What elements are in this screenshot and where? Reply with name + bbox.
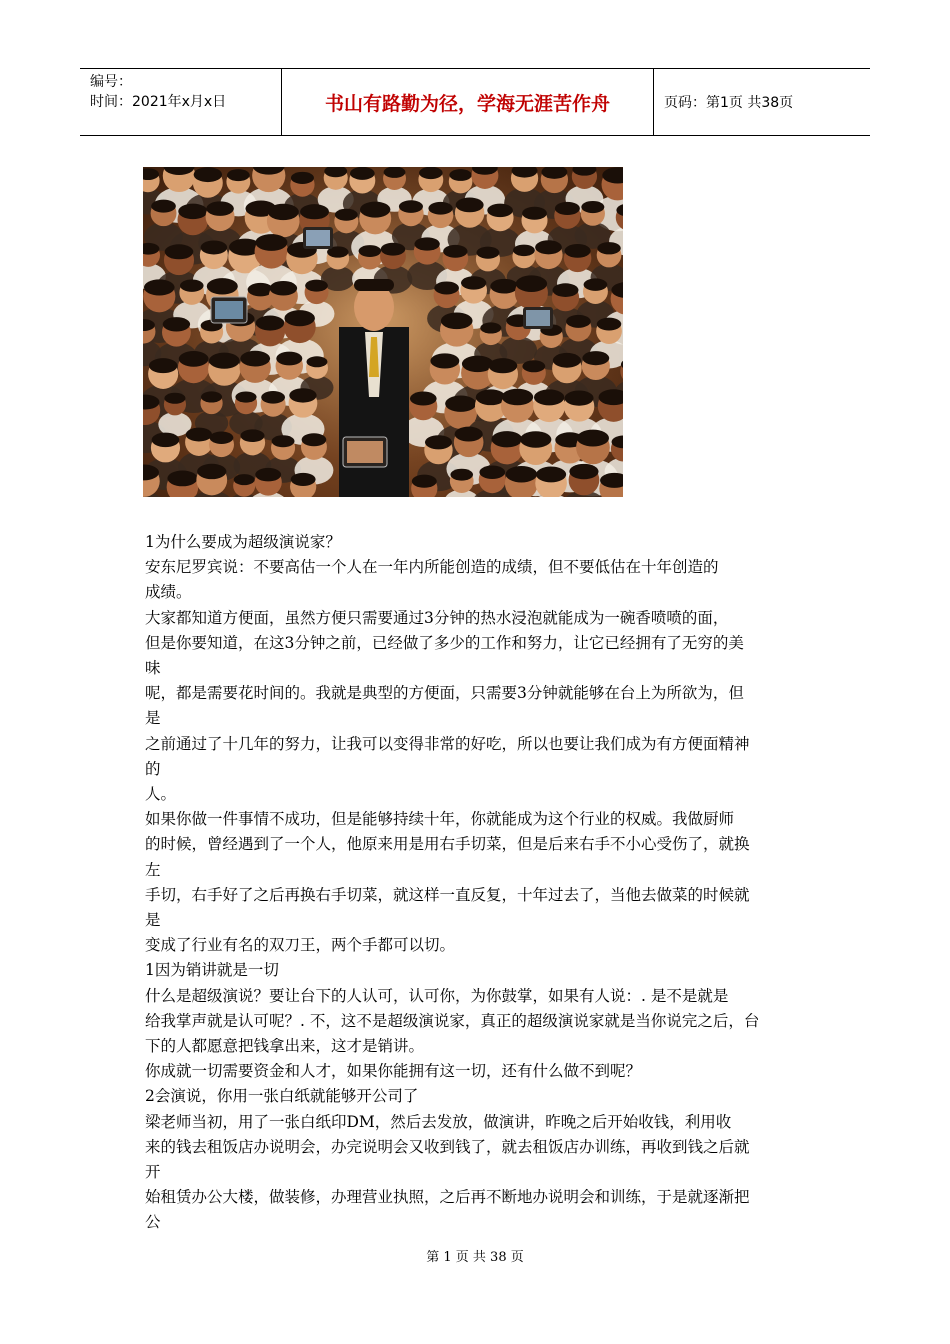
body-line: 什么是超级演说？要让台下的人认可，认可你，为你鼓掌，如果有人说：. 是不是就是 — [145, 986, 729, 1005]
body-line: 是 — [145, 911, 161, 930]
page-header — [80, 68, 870, 136]
header-page-number: 页码：第1页 共38页 — [664, 95, 794, 111]
body-line: 给我掌声就是认可呢？. 不，这不是超级演说家，真正的超级演说家就是当你说完之后，台 — [145, 1011, 760, 1030]
body-line: 你成就一切需要资金和人才，如果你能拥有这一切，还有什么做不到呢？ — [145, 1062, 642, 1081]
body-line: 是 — [145, 709, 161, 728]
body-line: 手切，右手好了之后再换右手切菜，就这样一直反复，十年过去了，当他去做菜的时候就 — [145, 885, 750, 904]
body-line: 成绩。 — [145, 583, 192, 602]
body-line: 公 — [145, 1213, 161, 1232]
body-line: 2会演说，你用一张白纸就能够开公司了 — [145, 1087, 419, 1106]
crowd-photo — [143, 167, 623, 497]
page-footer: 第 1 页 共 38 页 — [426, 1250, 524, 1265]
body-line: 人。 — [145, 785, 177, 804]
body-line: 安东尼罗宾说：不要高估一个人在一年内所能创造的成绩，但不要低估在十年创造的 — [145, 558, 719, 577]
body-line: 大家都知道方便面，虽然方便只需要通过3分钟的热水浸泡就能成为一碗香喷喷的面， — [145, 608, 729, 627]
body-line: 味 — [145, 659, 161, 678]
body-line: 1为什么要成为超级演说家？ — [145, 533, 341, 551]
body-line: 如果你做一件事情不成功，但是能够持续十年，你就能成为这个行业的权威。我做厨师 — [145, 810, 735, 829]
body-line: 梁老师当初，用了一张白纸印DM，然后去发放，做演讲，昨晚之后开始收钱，利用收 — [145, 1112, 732, 1131]
body-line: 呢，都是需要花时间的。我就是典型的方便面，只需要3分钟就能够在台上为所欲为，但 — [145, 684, 744, 703]
body-line: 始租赁办公大楼，做装修，办理营业执照，之后再不断地办说明会和训练，于是就逐渐把 — [145, 1188, 750, 1207]
body-line: 1因为销讲就是一切 — [145, 961, 279, 980]
body-line: 下的人都愿意把钱拿出来，这才是销讲。 — [145, 1037, 425, 1056]
body-line: 的时候，曾经遇到了一个人，他原来用是用右手切菜，但是后来右手不小心受伤了，就换 — [145, 835, 750, 854]
body-line: 来的钱去租饭店办说明会，办完说明会又收到钱了，就去租饭店办训练，再收到钱之后就 — [145, 1137, 750, 1156]
document-date-label: 时间：2021年x月x日 — [90, 94, 227, 110]
crowd-photo-illustration — [143, 167, 623, 497]
body-line: 开 — [145, 1163, 161, 1182]
body-line: 之前通过了十几年的努力，让我可以变得非常的好吃，所以也要让我们成为有方便面精神 — [145, 734, 750, 753]
document-number-label: 编号： — [90, 74, 132, 90]
body-line: 的 — [145, 759, 161, 778]
body-line: 但是你要知道，在这3分钟之前，已经做了多少的工作和努力，让它已经拥有了无穷的美 — [145, 633, 744, 652]
article-body — [145, 530, 810, 1236]
header-meta — [80, 69, 282, 135]
body-line: 左 — [145, 860, 161, 879]
header-motto: 书山有路勤为径，学海无涯苦作舟 — [282, 69, 654, 135]
body-line: 变成了行业有名的双刀王，两个手都可以切。 — [145, 936, 456, 955]
